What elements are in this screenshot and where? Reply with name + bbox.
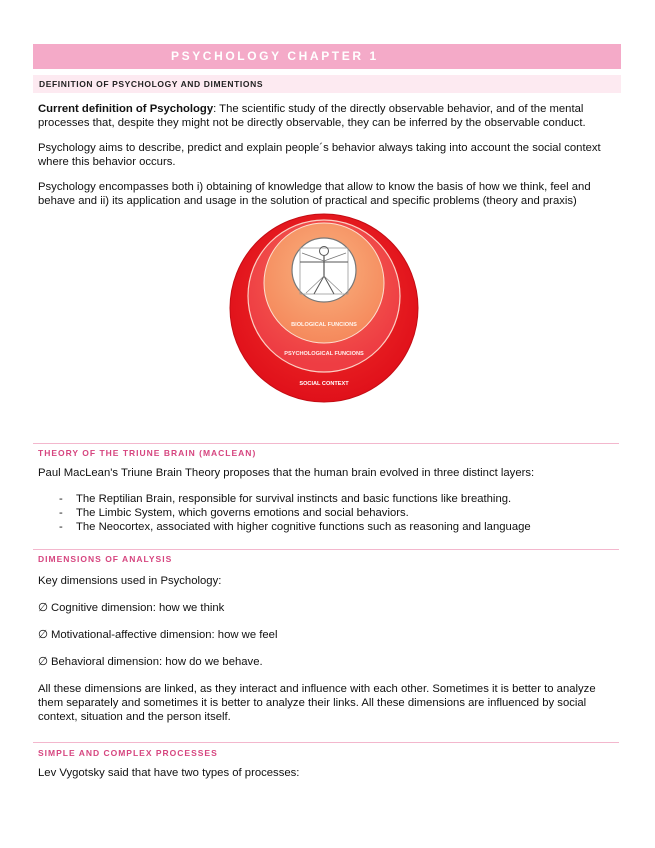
- list-item: - The Limbic System, which governs emotions and social behaviors.: [59, 507, 409, 519]
- processes-intro: Lev Vygotsky said that have two types of processes:: [38, 767, 300, 779]
- dimensions-summary: All these dimensions are linked, as they interact and influence with each other. Sometimes it is better to analyze them separately and sometimes it is better to analyze their links. All these dimensions are influenced by social context, situation and the person itself.: [38, 683, 596, 723]
- section-divider: [33, 549, 619, 550]
- concentric-functions-diagram: [226, 213, 422, 403]
- encompasses-paragraph: Psychology encompasses both i) obtaining of knowledge that allow to know the basis of how we think, feel and behave and ii) its application and usage in the solution of practical and specific problems (theory and praxis): [38, 181, 591, 207]
- section-divider: [33, 443, 619, 444]
- dimensions-heading: DIMENSIONS OF ANALYSIS: [38, 554, 173, 564]
- list-item: - The Reptilian Brain, responsible for survival instincts and basic functions like breathing.: [59, 493, 512, 505]
- dimension-cognitive: ∅ Cognitive dimension: how we think: [38, 602, 225, 614]
- biological-functions-label: BIOLOGICAL FUNCIONS: [291, 322, 357, 328]
- chapter-title: PSYCHOLOGY CHAPTER 1: [33, 44, 621, 69]
- current-definition-label: Current definition of Psychology: [38, 103, 214, 115]
- vitruvian-man-icon: [292, 238, 356, 302]
- section-divider: [33, 742, 619, 743]
- triune-brain-heading: THEORY OF THE TRIUNE BRAIN (MACLEAN): [38, 448, 257, 458]
- list-item: - The Neocortex, associated with higher cognitive functions such as reasoning and language: [59, 521, 531, 533]
- triune-list: [38, 492, 531, 534]
- aims-paragraph: Psychology aims to describe, predict and explain people´s behavior always taking into account the social context where this behavior occurs.: [38, 142, 601, 168]
- document-page: [33, 44, 621, 779]
- social-context-label: SOCIAL CONTEXT: [299, 381, 349, 387]
- definition-section-heading: DEFINITION OF PSYCHOLOGY AND DIMENTIONS: [33, 75, 621, 93]
- processes-heading: SIMPLE AND COMPLEX PROCESSES: [38, 748, 218, 758]
- triune-intro: Paul MacLean's Triune Brain Theory proposes that the human brain evolved in three distinct layers:: [38, 467, 535, 479]
- psychological-functions-label: PSYCHOLOGICAL FUNCIONS: [284, 351, 364, 357]
- dimension-motivational: ∅ Motivational-affective dimension: how we feel: [38, 629, 278, 641]
- current-definition-text: : The scientific study of the directly observable behavior, and of the mental processes that, despite they might not be directly observable, they can be inferred by the observable conduct.: [38, 103, 586, 129]
- dimensions-intro: Key dimensions used in Psychology:: [38, 575, 222, 587]
- current-definition-paragraph: [38, 102, 618, 130]
- dimension-behavioral: ∅ Behavioral dimension: how do we behave.: [38, 656, 263, 668]
